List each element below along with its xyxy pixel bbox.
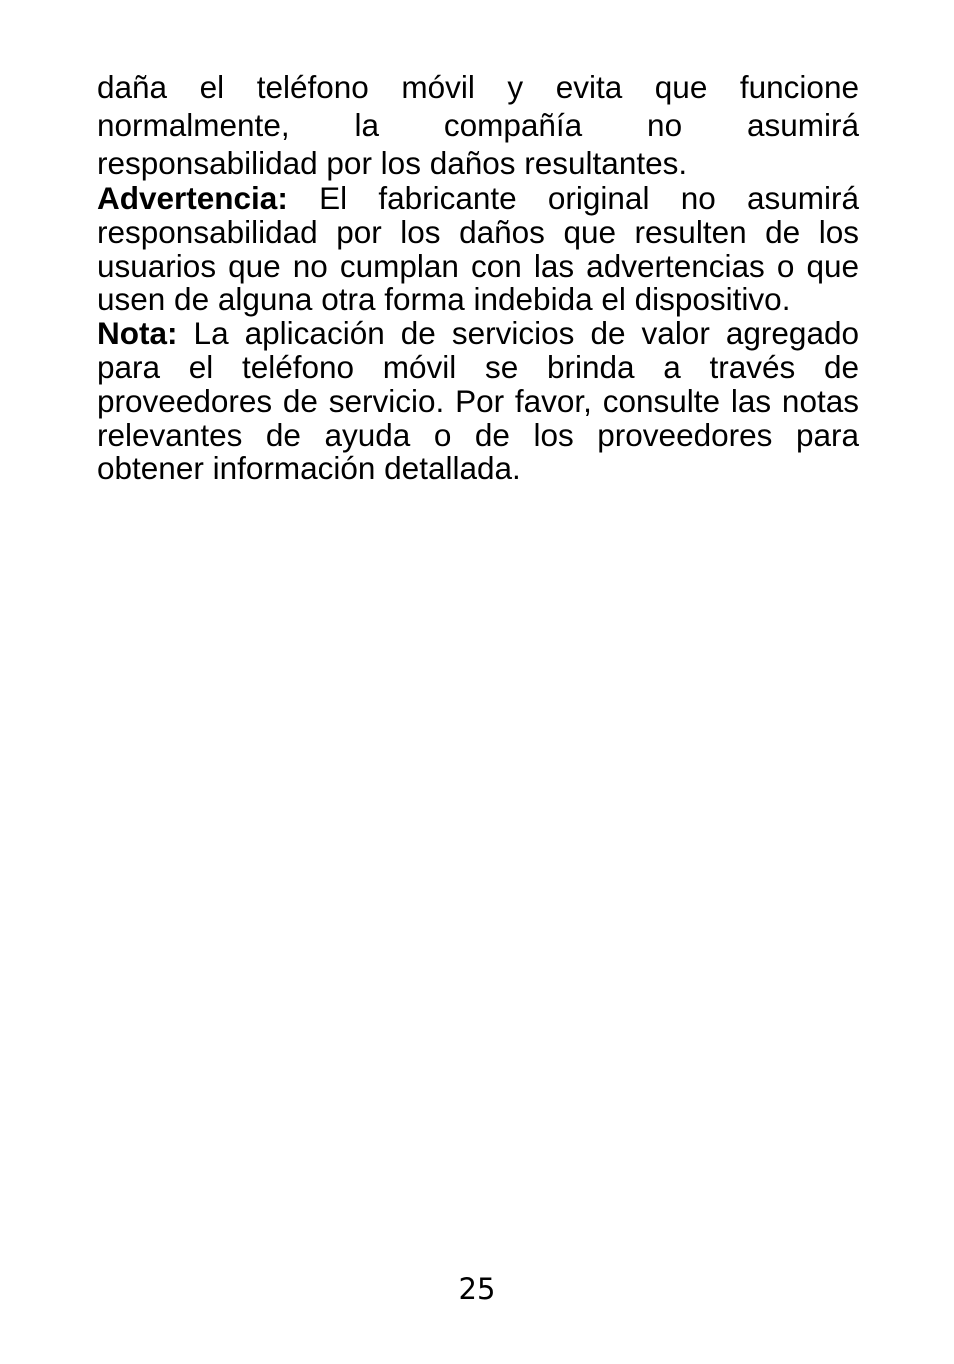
page-number: 25 (458, 1272, 496, 1306)
continuation-paragraph: daña el teléfono móvil y evita que funcione normalmente, la compañía no asumirá responsabilidad por los daños resultantes. (97, 69, 859, 181)
warning-paragraph (97, 182, 859, 317)
warning-text: El fabricante original no asumirá responsabilidad por los daños que resulten de los usuarios que no cumplan con las advertencias o que usen de alguna otra forma indebida el dispositivo. (97, 180, 859, 318)
note-text: La aplicación de servicios de valor agregado para el teléfono móvil se brinda a través de proveedores de servicio. Por favor, consulte las notas relevantes de ayuda o de los proveedores para obtener información detallada. (97, 315, 859, 487)
page-content (97, 68, 859, 486)
warning-label: Advertencia: (97, 180, 288, 216)
note-label: Nota: (97, 315, 178, 352)
note-paragraph (97, 317, 859, 486)
